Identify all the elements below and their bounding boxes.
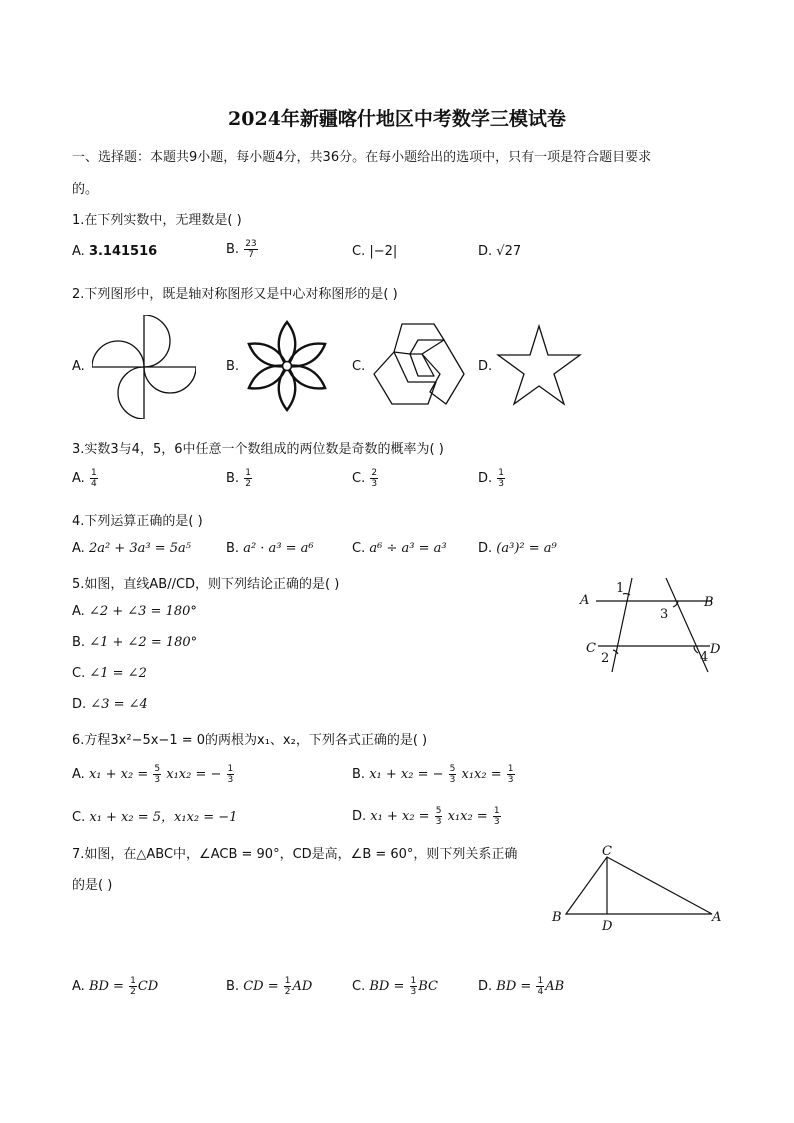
- q1-option-d[interactable]: [478, 244, 521, 259]
- q7-stem: 7.如图，在△ABC中，∠ACB = 90°，CD是高，∠B = 60°，则下列关系正确: [72, 847, 518, 862]
- fraction: $\frac{2}{3}$: [371, 468, 378, 489]
- q1-option-b[interactable]: [226, 239, 259, 260]
- option-value: a⁶ ÷ a³ = a³: [369, 541, 447, 556]
- five-point-star-figure: [496, 324, 582, 406]
- q6-option-c[interactable]: [72, 806, 237, 825]
- q1-stem: 1.在下列实数中，无理数是( ): [72, 213, 242, 228]
- option-label: B.: [352, 767, 366, 782]
- fraction: $\frac{1}{3}$: [507, 764, 514, 785]
- parallel-lines-figure: [576, 576, 726, 676]
- option-label: B.: [72, 635, 86, 650]
- q6-stem: 6.方程3x²−5x−1 = 0的两根为x₁、x₂，下列各式正确的是( ): [72, 733, 428, 748]
- option-value: √27: [496, 244, 522, 259]
- option-label: B.: [226, 541, 240, 556]
- section-heading-cont: 的。: [72, 182, 99, 197]
- fraction: $\frac{5}{3}$: [449, 764, 456, 785]
- q6-option-a[interactable]: [72, 764, 235, 785]
- q4-option-d[interactable]: [478, 541, 557, 556]
- option-label: D.: [478, 359, 493, 374]
- q1-option-c[interactable]: [352, 244, 397, 259]
- option-label: C.: [72, 666, 86, 681]
- option-label: C.: [352, 244, 366, 259]
- option-expression: BD =: [496, 979, 532, 994]
- right-triangle-figure: [548, 842, 726, 934]
- fraction: $\frac{1}{2}$: [130, 976, 136, 997]
- option-expression: AB: [545, 979, 565, 994]
- option-expression: x₁ + x₂ = 5，x₁x₂ = −1: [89, 810, 238, 825]
- option-label: D.: [352, 809, 367, 824]
- q5-stem: 5.如图，直线AB//CD，则下列结论正确的是( ): [72, 577, 340, 592]
- point-label-b: B: [704, 595, 714, 610]
- option-expression: x₁x₂ =: [461, 767, 502, 782]
- point-label-c: C: [586, 641, 596, 656]
- q5-option-b[interactable]: [72, 635, 197, 650]
- option-expression: CD =: [243, 979, 279, 994]
- fraction: $\frac{1}{4}$: [90, 468, 97, 489]
- option-expression: BC: [418, 979, 438, 994]
- q6-option-d[interactable]: [352, 806, 502, 827]
- q2-stem: 2.下列图形中，既是轴对称图形又是中心对称图形的是( ): [72, 287, 398, 302]
- option-label: C.: [352, 471, 366, 486]
- fraction: $\frac{23}{7}$: [245, 239, 257, 260]
- option-label: C.: [352, 541, 366, 556]
- option-label: D.: [72, 697, 87, 712]
- q7-option-b[interactable]: [226, 976, 312, 997]
- option-expression: BD =: [369, 979, 405, 994]
- fraction: $\frac{5}{3}$: [154, 764, 161, 785]
- option-label: D.: [478, 541, 493, 556]
- option-label: A.: [72, 979, 85, 994]
- q3-stem: 3.实数3与4，5，6中任意一个数组成的两位数是奇数的概率为( ): [72, 442, 444, 457]
- option-value: 3.141516: [88, 244, 158, 259]
- q3-option-d[interactable]: [478, 468, 506, 489]
- option-expression: x₁x₂ = −: [166, 767, 222, 782]
- option-expression: x₁ + x₂ =: [88, 767, 149, 782]
- option-value: ∠3 = ∠4: [90, 697, 148, 712]
- fraction: $\frac{1}{3}$: [493, 806, 500, 827]
- angle-label-4: 4: [700, 650, 709, 665]
- option-label: C.: [72, 810, 86, 825]
- option-expression: AD: [292, 979, 313, 994]
- point-label-a: A: [712, 910, 722, 925]
- option-value: (a³)² = a⁹: [496, 541, 557, 556]
- fraction: $\frac{1}{3}$: [498, 468, 505, 489]
- q7-option-c[interactable]: [352, 976, 438, 997]
- fraction: $\frac{1}{3}$: [410, 976, 417, 997]
- fraction: $\frac{1}{2}$: [245, 468, 251, 489]
- q4-stem: 4.下列运算正确的是( ): [72, 514, 203, 529]
- option-value: a² · a³ = a⁶: [243, 541, 314, 556]
- q7-option-d[interactable]: [478, 976, 564, 997]
- q2-option-b[interactable]: [226, 359, 239, 374]
- option-value: ∠2 + ∠3 = 180°: [88, 604, 197, 619]
- option-label: B.: [226, 242, 240, 257]
- option-label: B.: [226, 979, 240, 994]
- option-label: A.: [72, 604, 85, 619]
- option-expression: x₁ + x₂ =: [370, 809, 430, 824]
- q2-option-c[interactable]: [352, 359, 365, 374]
- q2-option-a[interactable]: [72, 359, 85, 374]
- point-label-d: D: [602, 919, 613, 934]
- q3-option-c[interactable]: [352, 468, 379, 489]
- option-label: B.: [226, 471, 240, 486]
- option-expression: CD: [137, 979, 159, 994]
- q5-option-a[interactable]: [72, 604, 197, 619]
- q5-option-d[interactable]: [72, 697, 148, 712]
- section-heading: 一、选择题：本题共9小题，每小题4分，共36分。在每小题给出的选项中，只有一项是符合题目要求: [72, 150, 652, 165]
- option-value: ∠1 + ∠2 = 180°: [89, 635, 198, 650]
- six-petal-flower-figure: [244, 320, 330, 412]
- q4-option-a[interactable]: [72, 541, 191, 556]
- point-label-a: A: [580, 593, 590, 608]
- exam-title: 2024年新疆喀什地区中考数学三模试卷: [228, 108, 566, 130]
- option-expression: BD =: [88, 979, 124, 994]
- q4-option-b[interactable]: [226, 541, 314, 556]
- option-label: A.: [72, 767, 85, 782]
- option-label: A.: [72, 541, 85, 556]
- q7-stem-cont: 的是( ): [72, 878, 113, 893]
- option-label: A.: [72, 244, 85, 259]
- option-value: ∠1 = ∠2: [89, 666, 147, 681]
- q5-option-c[interactable]: [72, 666, 147, 681]
- q3-option-b[interactable]: [226, 468, 253, 489]
- fraction: $\frac{1}{4}$: [537, 976, 544, 997]
- point-label-d: D: [710, 642, 721, 657]
- option-label: A.: [72, 471, 85, 486]
- option-value: 2a² + 3a³ = 5a⁵: [88, 541, 191, 556]
- pinwheel-figure: [92, 315, 196, 419]
- option-expression: x₁x₂ =: [447, 809, 488, 824]
- option-label: D.: [478, 471, 493, 486]
- option-label: D.: [478, 979, 493, 994]
- q1-option-a[interactable]: [72, 244, 157, 259]
- fraction: $\frac{5}{3}$: [435, 806, 442, 827]
- fraction: $\frac{1}{2}$: [284, 976, 291, 997]
- option-label: B.: [226, 359, 240, 374]
- angle-label-3: 3: [660, 607, 669, 622]
- q2-option-d[interactable]: [478, 359, 492, 374]
- angle-label-1: 1: [616, 581, 625, 596]
- angle-label-2: 2: [601, 651, 610, 666]
- q7-option-a[interactable]: [72, 976, 158, 997]
- point-label-c: C: [602, 844, 612, 859]
- triangular-arrows-figure: [372, 322, 466, 406]
- option-label: C.: [352, 359, 366, 374]
- option-expression: x₁ + x₂ = −: [369, 767, 444, 782]
- q3-option-a[interactable]: [72, 468, 99, 489]
- option-label: A.: [72, 359, 85, 374]
- point-label-b: B: [552, 910, 562, 925]
- option-label: C.: [352, 979, 366, 994]
- option-value: |−2|: [369, 244, 398, 259]
- option-label: D.: [478, 244, 493, 259]
- fraction: $\frac{1}{3}$: [227, 764, 234, 785]
- q6-option-b[interactable]: [352, 764, 516, 785]
- q4-option-c[interactable]: [352, 541, 447, 556]
